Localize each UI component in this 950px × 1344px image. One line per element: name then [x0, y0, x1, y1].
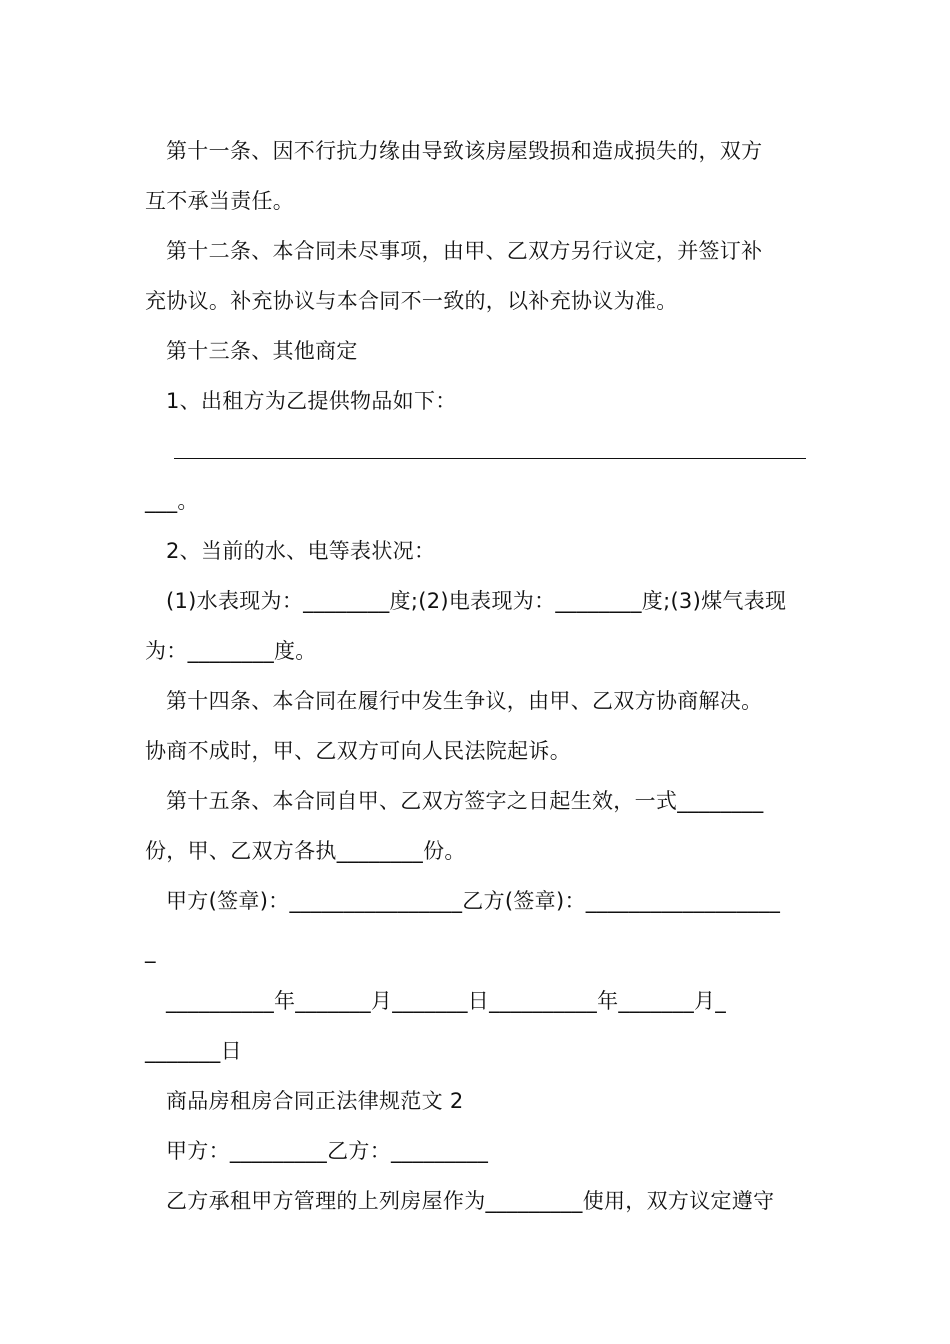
blank-line-rule [174, 458, 806, 459]
article-12-line-1: 第十二条、本合同未尽事项，由甲、乙双方另行议定，并签订补 [166, 239, 763, 263]
article-11-line-1: 第十一条、因不行抗力缘由导致该房屋毁损和造成损失的，双方 [166, 139, 763, 163]
article-15-line-1: 第十五条、本合同自甲、乙双方签字之日起生效，一式________ [166, 789, 764, 813]
article-12-line-2: 充协议。补充协议与本合同不一致的，以补充协议为准。 [145, 289, 678, 313]
lease-purpose-line: 乙方承租甲方管理的上列房屋作为_________使用，双方议定遵守 [166, 1189, 775, 1213]
parties-line: 甲方：_________乙方：_________ [166, 1139, 489, 1163]
blank-line-end: ___。 [145, 489, 199, 513]
item-2-text: 2、当前的水、电等表状况： [166, 539, 436, 563]
meter-readings-line-1: (1)水表现为：________度;(2)电表现为：________度;(3)煤气表现 [166, 589, 787, 613]
signature-line-wrap: _ [145, 939, 156, 963]
item-1-text: 1、出租方为乙提供物品如下： [166, 389, 457, 413]
date-line-2: _______日 [145, 1039, 242, 1063]
article-14-line-1: 第十四条、本合同在履行中发生争议，由甲、乙双方协商解决。 [166, 689, 763, 713]
article-11-line-2: 互不承当责任。 [145, 189, 295, 213]
article-14-line-2: 协商不成时，甲、乙双方可向人民法院起诉。 [145, 739, 571, 763]
signature-line: 甲方(签章)：________________乙方(签章)：__________________ [166, 889, 781, 913]
article-15-line-2: 份，甲、乙双方各执________份。 [145, 839, 466, 863]
section-title: 商品房租房合同正法律规范文 2 [166, 1089, 464, 1113]
meter-readings-line-2: 为：________度。 [145, 639, 317, 663]
article-13-heading: 第十三条、其他商定 [166, 339, 358, 363]
date-line-1: __________年_______月_______日__________年_______月_ [166, 989, 727, 1013]
